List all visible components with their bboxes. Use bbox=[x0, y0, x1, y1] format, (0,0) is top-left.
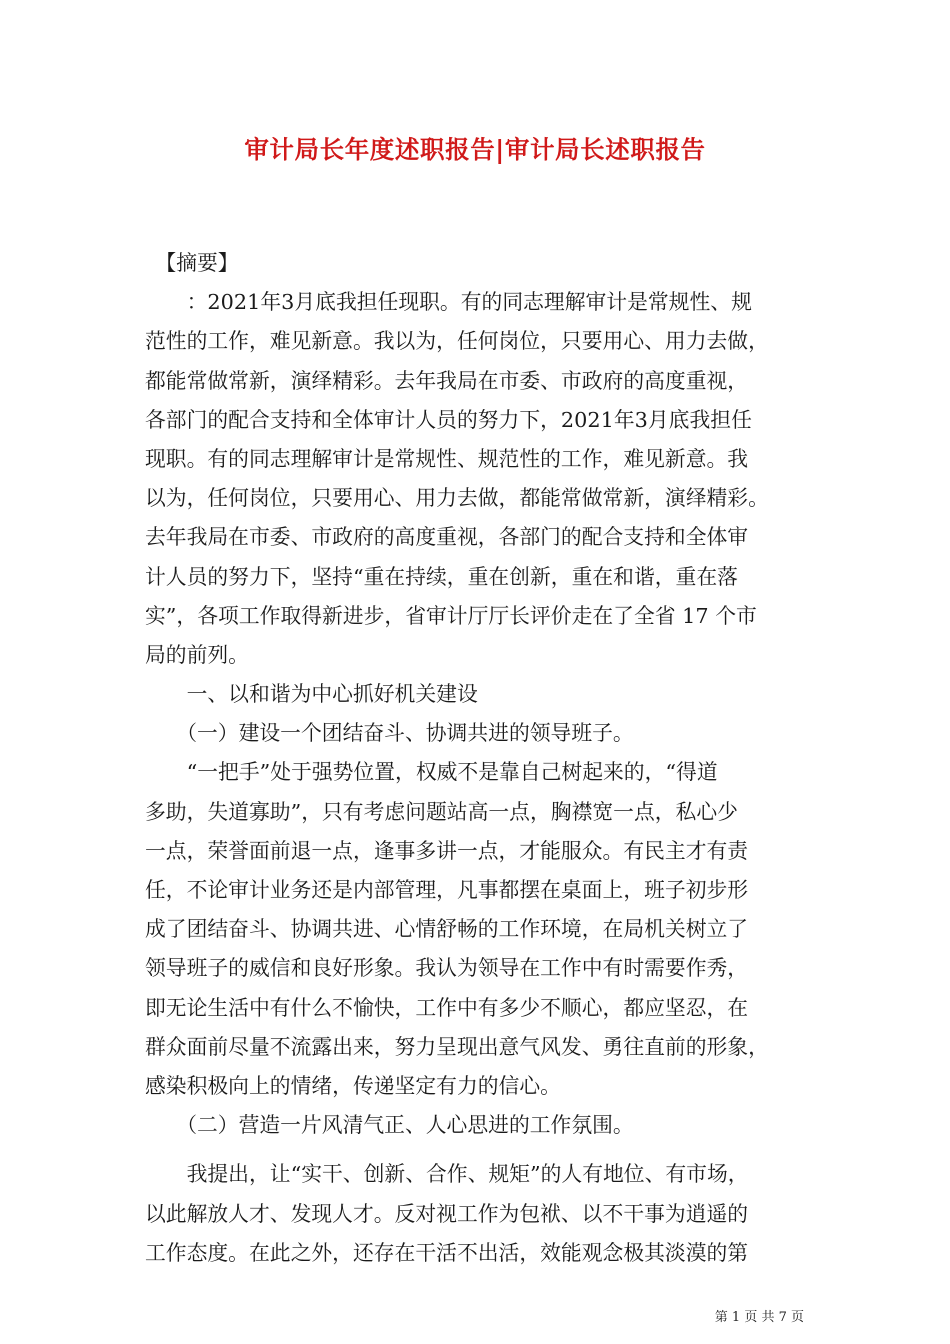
body-line: 成了团结奋斗、协调共进、心情舒畅的工作环境，在局机关树立了 bbox=[145, 917, 749, 942]
body-line: 以为，任何岗位，只要用心、用力去做，都能常做常新，演绎精彩。 bbox=[145, 486, 769, 511]
body-line: 工作态度。在此之外，还存在干活不出活，效能观念极其淡漠的第 bbox=[145, 1240, 749, 1265]
body-line: 任，不论审计业务还是内部管理，凡事都摆在桌面上，班子初步形 bbox=[145, 878, 749, 902]
body-line: 局的前列。 bbox=[145, 642, 249, 667]
document-body bbox=[145, 244, 815, 1273]
body-line: 即无论生活中有什么不愉快，工作中有多少不顺心，都应坚忍，在 bbox=[145, 995, 749, 1020]
body-line: 去年我局在市委、市政府的高度重视，各部门的配合支持和全体审 bbox=[145, 525, 749, 550]
body-line: 实”，各项工作取得新进步，省审计厅厅长评价走在了全省 17 个市 bbox=[145, 603, 757, 628]
body-line: 我提出，让“实干、创新、合作、规矩”的人有地位、有市场， bbox=[145, 1162, 749, 1187]
body-line: “一把手”处于强势位置，权威不是靠自己树起来的，“得道 bbox=[145, 760, 718, 785]
body-line: 多助，失道寡助”，只有考虑问题站高一点，胸襟宽一点，私心少 bbox=[145, 799, 738, 824]
body-line: ：2021年3月底我担任现职。有的同志理解审计是常规性、规 bbox=[145, 290, 752, 315]
body-line: 计人员的努力下，坚持“重在持续，重在创新，重在和谐，重在落 bbox=[145, 564, 738, 589]
body-line: 感染积极向上的情绪，传递坚定有力的信心。 bbox=[145, 1073, 561, 1098]
paragraph-gap bbox=[145, 1145, 815, 1155]
body-line: 群众面前尽量不流露出来，努力呈现出意气风发、勇往直前的形象， bbox=[145, 1034, 769, 1059]
body-line: 各部门的配合支持和全体审计人员的努力下，2021年3月底我担任 bbox=[145, 407, 752, 432]
page-number-footer: 第 1 页 共 7 页 bbox=[714, 1310, 804, 1325]
subsection-heading: （一）建设一个团结奋斗、协调共进的领导班子。 bbox=[145, 721, 634, 746]
body-line: 【摘要】 bbox=[145, 251, 239, 275]
body-line: 范性的工作，难见新意。我以为，任何岗位，只要用心、用力去做， bbox=[145, 329, 769, 354]
body-line: 都能常做常新，演绎精彩。去年我局在市委、市政府的高度重视， bbox=[145, 368, 749, 393]
section-heading: 一、以和谐为中心抓好机关建设 bbox=[145, 682, 478, 707]
body-line: 现职。有的同志理解审计是常规性、规范性的工作，难见新意。我 bbox=[145, 446, 749, 471]
document-title: 审计局长年度述职报告|审计局长述职报告 bbox=[244, 135, 706, 164]
body-line: 领导班子的威信和良好形象。我认为领导在工作中有时需要作秀， bbox=[145, 956, 749, 981]
body-line: 以此解放人才、发现人才。反对视工作为包袱、以不干事为逍遥的 bbox=[145, 1201, 749, 1226]
body-line: 一点，荣誉面前退一点，逢事多讲一点，才能服众。有民主才有责 bbox=[145, 838, 749, 863]
subsection-heading: （二）营造一片风清气正、人心思进的工作氛围。 bbox=[145, 1113, 634, 1138]
